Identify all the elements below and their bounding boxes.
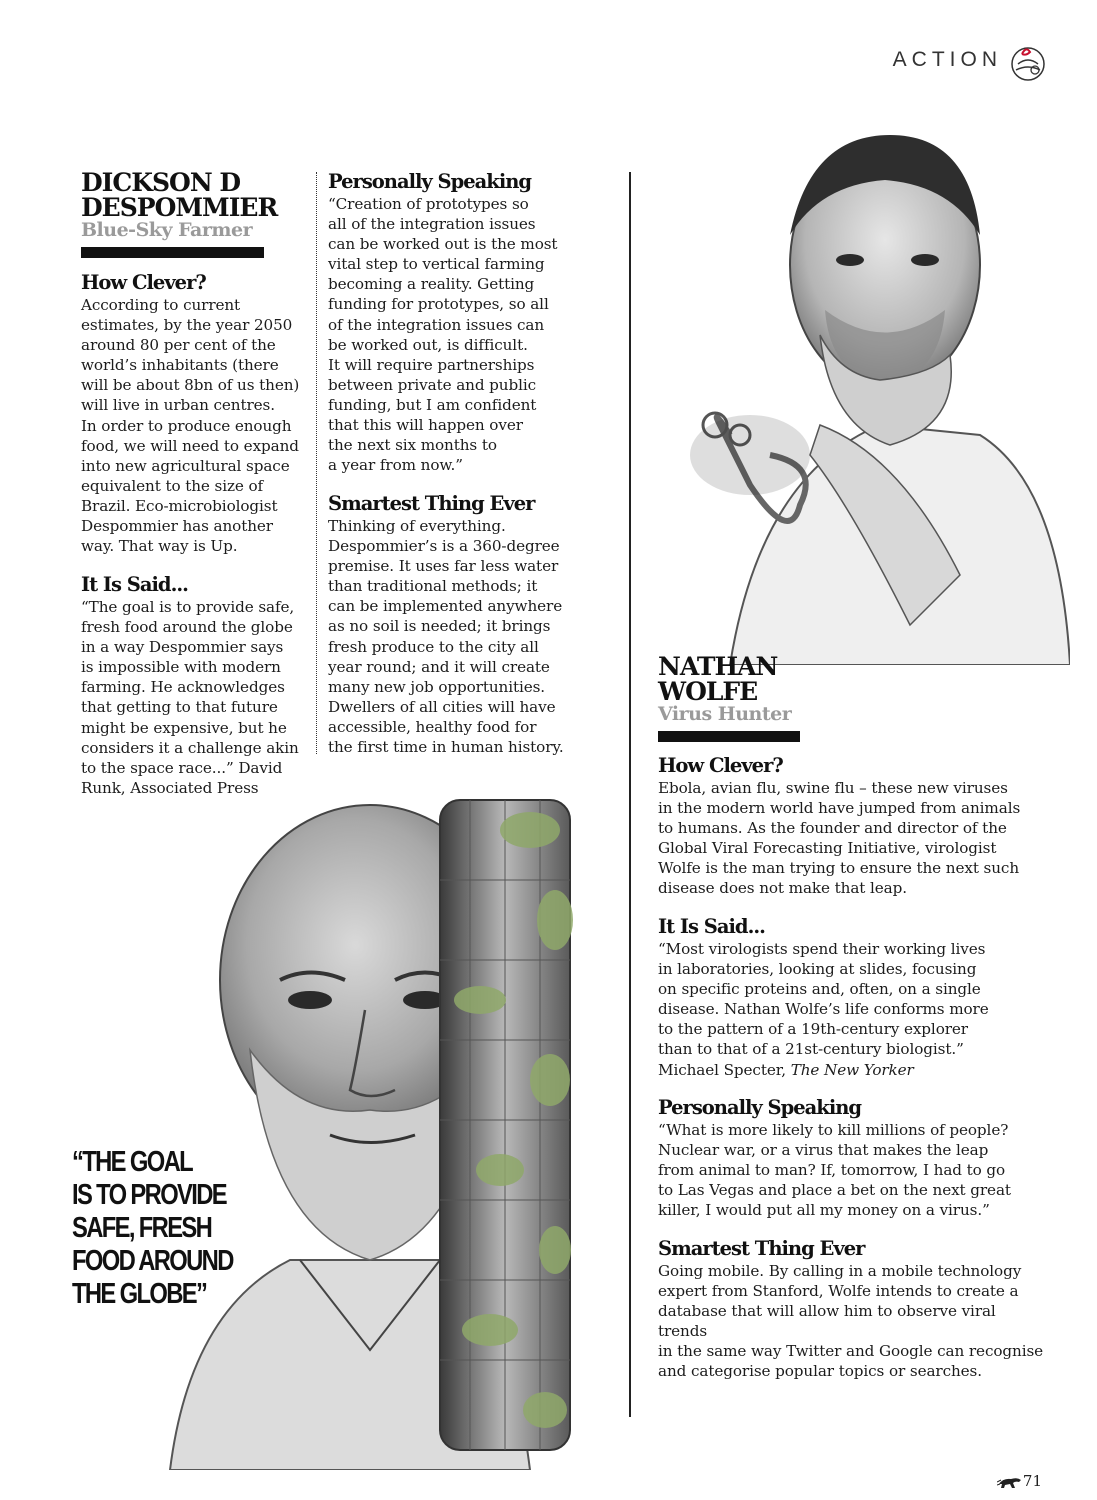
smartest-thing-heading: Smartest Thing Ever	[658, 1237, 865, 1260]
profile-name-line2: WOLFE	[658, 677, 758, 706]
profile-name-line1: NATHAN	[658, 652, 778, 681]
column-divider-dotted	[316, 172, 317, 754]
how-clever-heading: How Clever?	[81, 271, 206, 294]
despommier-profile	[81, 170, 306, 258]
profile-divider-bar	[658, 731, 800, 742]
profile-role: Blue-Sky Farmer	[81, 219, 253, 241]
wolfe-profile	[658, 654, 958, 742]
profile-name-line1: DICKSON D	[81, 168, 241, 197]
profile-role: Virus Hunter	[658, 703, 792, 725]
page-number: 71	[1022, 1472, 1042, 1490]
personally-speaking-heading: Personally Speaking	[658, 1096, 862, 1119]
it-is-said-heading: It Is Said...	[81, 573, 188, 596]
personally-speaking-text: “Creation of prototypes so all of the integration issues can be worked out is the most vital step to vertical farming becoming a reality. Getting funding for prototypes, so all of the integration issues can be worked out, is difficult. It will require partnerships between private and public funding, but I am confident that this will happen over the next six months to a year from now.”	[328, 195, 558, 475]
it-is-said-heading: It Is Said...	[658, 915, 765, 938]
how-clever-text: According to current estimates, by the year 2050 around 80 per cent of the world’s inhabitants (there will be about 8bn of us then) will live in urban centres. In order to produce enough food, we will need to expand into new agricultural space equivalent to the size of Brazil. Eco-microbiologist Despommier has another way. That way is Up.	[81, 296, 300, 556]
section-logo-icon	[1008, 42, 1048, 82]
wolfe-portrait-illustration	[650, 125, 1070, 665]
smartest-thing-text: Going mobile. By calling in a mobile technology expert from Stanford, Wolfe intends to create a database that will allow him to observe viral trends in the same way Twitter and Google can recognise and categorise popular topics or searches.	[658, 1262, 1044, 1381]
personally-speaking-text: “What is more likely to kill millions of people? Nuclear war, or a virus that makes the leap from animal to man? If, tomorrow, I had to go to Las Vegas and place a bet on the next great killer, I would put all my money on a virus.”	[658, 1121, 1011, 1220]
section-label: ACTION	[892, 48, 1002, 71]
personally-speaking-heading: Personally Speaking	[328, 170, 532, 193]
it-is-said-attribution	[658, 1060, 1038, 1080]
bull-icon	[997, 1474, 1023, 1490]
how-clever-heading: How Clever?	[658, 754, 783, 777]
despommier-portrait-illustration	[150, 790, 590, 1470]
profile-divider-bar	[81, 247, 264, 258]
attribution-publication: The New Yorker	[790, 1060, 914, 1079]
profile-name-line2: DESPOMMIER	[81, 193, 278, 222]
smartest-thing-heading: Smartest Thing Ever	[328, 492, 535, 515]
pull-quote: “THE GOAL IS TO PROVIDE SAFE, FRESH FOOD AROUND THE GLOBE”	[72, 1146, 233, 1310]
it-is-said-text: “The goal is to provide safe, fresh food around the globe in a way Despommier says is impossible with modern farming. He acknowledges that getting to that future might be expensive, but he considers it a challenge akin to the space race...” David Runk, Associated Press	[81, 598, 299, 797]
smartest-thing-text: Thinking of everything. Despommier’s is a 360-degree premise. It uses far less water than traditional methods; it can be implemented anywhere as no soil is needed; it brings fresh produce to the city all year round; and it will create many new job opportunities. Dwellers of all cities will have accessible, healthy food for the first time in human history.	[328, 517, 564, 757]
attribution-author: Michael Specter,	[658, 1060, 791, 1079]
it-is-said-block	[658, 939, 1038, 1080]
page-column-divider	[629, 172, 631, 1417]
it-is-said-text: “Most virologists spend their working lives in laboratories, looking at slides, focusing on specific proteins and, often, on a single disease. Nathan Wolfe’s life conforms more to the pattern of a 19th-century explorer than to that of a 21st-century biologist.”	[658, 940, 989, 1059]
how-clever-text: Ebola, avian flu, swine flu – these new viruses in the modern world have jumped from animals to humans. As the founder and director of the Global Viral Forecasting Initiative, virologist Wolfe is the man trying to ensure the next such disease does not make that leap.	[658, 779, 1021, 898]
